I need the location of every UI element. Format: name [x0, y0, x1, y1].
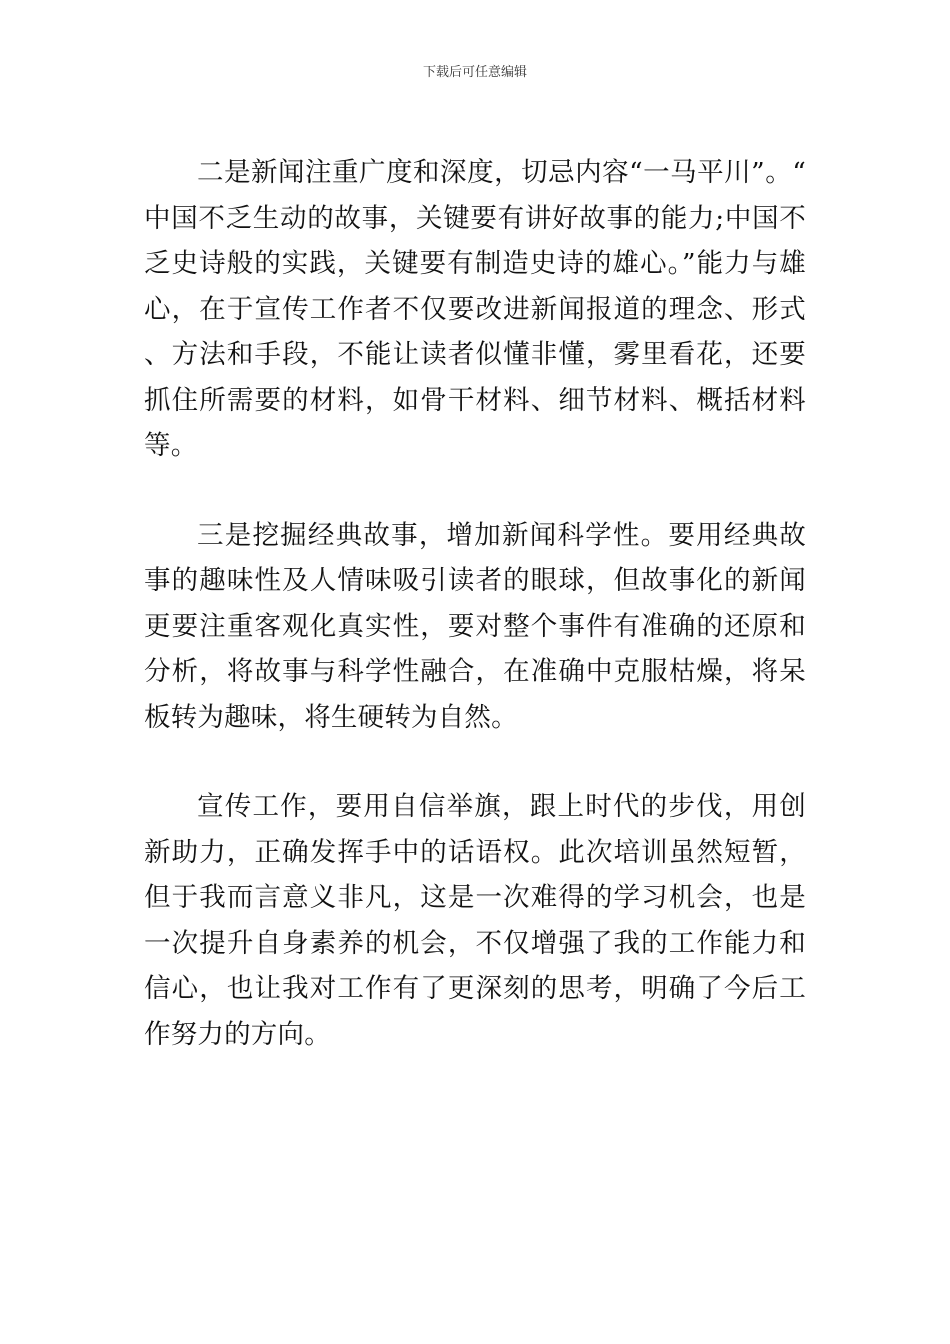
- paragraph-conclusion: 宣传工作，要用自信举旗，跟上时代的步伐，用创新助力，正确发挥手中的话语权。此次培训虽然短暂，但于我而言意义非凡，这是一次难得的学习机会，也是一次提升自身素养的机会，不仅增强了我的工作能力和信心，也让我对工作有了更深刻的思考，明确了今后工作努力的方向。: [144, 791, 806, 1050]
- paragraph-news-breadth-depth: 二是新闻注重广度和深度，切忌内容“一马平川”。“中国不乏生动的故事，关键要有讲好故事的能力;中国不乏史诗般的实践，关键要有制造史诗的雄心。”能力与雄心，在于宣传工作者不仅要改进新闻报道的理念、形式、方法和手段，不能让读者似懂非懂，雾里看花，还要抓住所需要的材料，如骨干材料、细节材料、概括材料等。: [144, 157, 806, 461]
- document-body: [144, 150, 806, 1057]
- page-header-note: 下载后可任意编辑: [422, 65, 527, 80]
- paragraph-classic-stories: 三是挖掘经典故事，增加新闻科学性。要用经典故事的趣味性及人情味吸引读者的眼球，但故事化的新闻更要注重客观化真实性，要对整个事件有准确的还原和分析，将故事与科学性融合，在准确中克服枯燥，将呆板转为趣味，将生硬转为自然。: [144, 519, 806, 733]
